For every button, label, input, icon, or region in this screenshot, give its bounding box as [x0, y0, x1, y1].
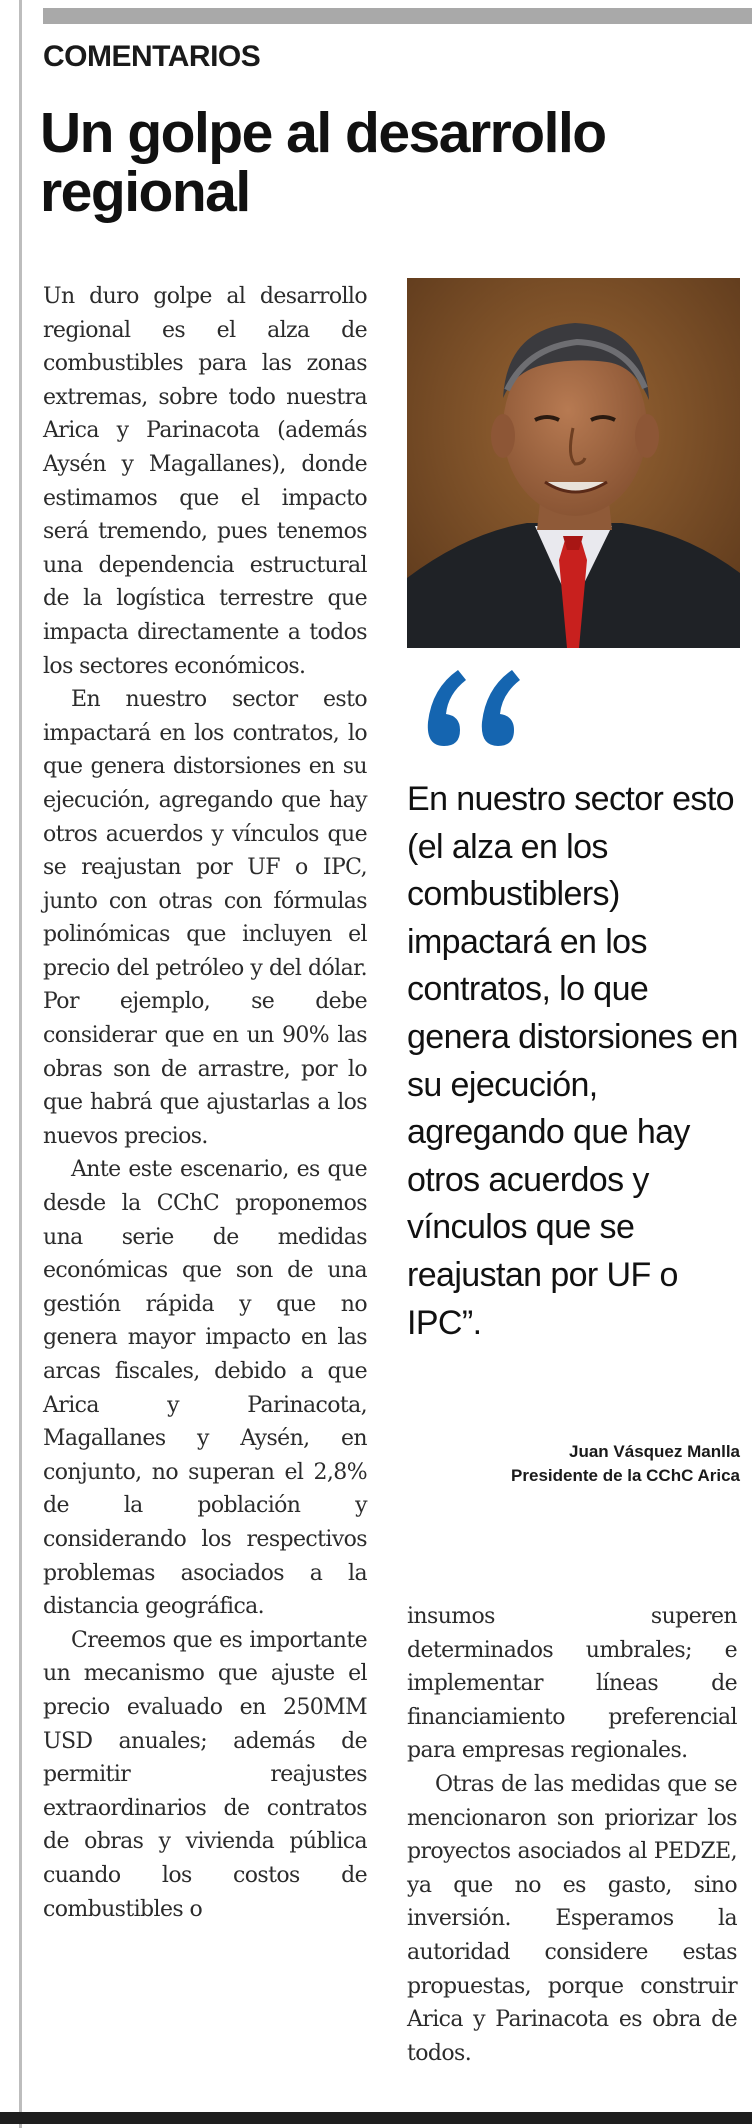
paragraph: En nuestro sector esto impactará en los contratos, lo que genera distorsiones en su ejecución, agregando que hay otros acuerdos y vínculos que se reajustan por UF o IPC, junto con otras con fórmulas polinómicas que incluyen el precio del petróleo y del dólar. Por ejemplo, se debe considerar que en un 90% las obras son de arrastre, por lo que habrá que ajustarlas a los nuevos precios.: [43, 687, 367, 1149]
bottom-rule: [0, 2112, 752, 2124]
paragraph: insumos superen determinados umbrales; e implementar líneas de financiamiento preferencial para empresas regionales.: [407, 1604, 737, 1764]
body-column-left: [43, 280, 367, 1926]
paragraph: Otras de las medidas que se mencionaron son priorizar los proyectos asociados al PEDZE, ya que no es gasto, sino inversión. Esperamos la autoridad considere estas propuestas, porque construir Arica y Parinacota es obra de todos.: [407, 1771, 737, 2066]
author-portrait-illustration: [407, 278, 740, 648]
paragraph: Creemos que es importante un mecanismo que ajuste el precio evaluado en 250MM USD anuales; además de permitir reajustes extraordinarios de contratos de obras y vivienda pública cuando los costos de combustibles o: [43, 1627, 367, 1922]
top-rule: [43, 8, 752, 24]
attribution: [511, 1440, 740, 1488]
paragraph: Ante este escenario, es que desde la CChC proponemos una serie de medidas económicas que son de una gestión rápida y que no genera mayor impacto en las arcas fiscales, debido a que Arica y Parinacota, Magallanes y Aysén, en conjunto, no superan el 2,8% de la población y considerando los respectivos problemas asociados a la distancia geográfica.: [43, 1157, 367, 1620]
page-edge-rule: [19, 0, 22, 2128]
body-column-right: [407, 1600, 737, 2070]
section-label: COMENTARIOS: [43, 40, 261, 73]
author-name: Juan Vásquez Manlla: [569, 1442, 740, 1461]
headline: Un golpe al desarrollo regional: [40, 101, 606, 224]
author-photo: [407, 278, 740, 648]
author-title: Presidente de la CChC Arica: [511, 1466, 740, 1485]
pull-quote: En nuestro sector esto (el alza en los combustiblers) impactará en los contratos, lo que genera distorsiones en su ejecución, agregando que hay otros acuerdos y vínculos que se reajustan por UF o IPC”.: [407, 780, 738, 1342]
paragraph: Un duro golpe al desarrollo regional es el alza de combustibles para las zonas extremas, sobre todo nuestra Arica y Parinacota (además Aysén y Magallanes), donde estimamos que el impacto será tremendo, pues tenemos una dependencia estructural de la logística terrestre que impacta directamente a todos los sectores económicos.: [43, 284, 367, 679]
quote-mark-icon: [410, 650, 530, 770]
